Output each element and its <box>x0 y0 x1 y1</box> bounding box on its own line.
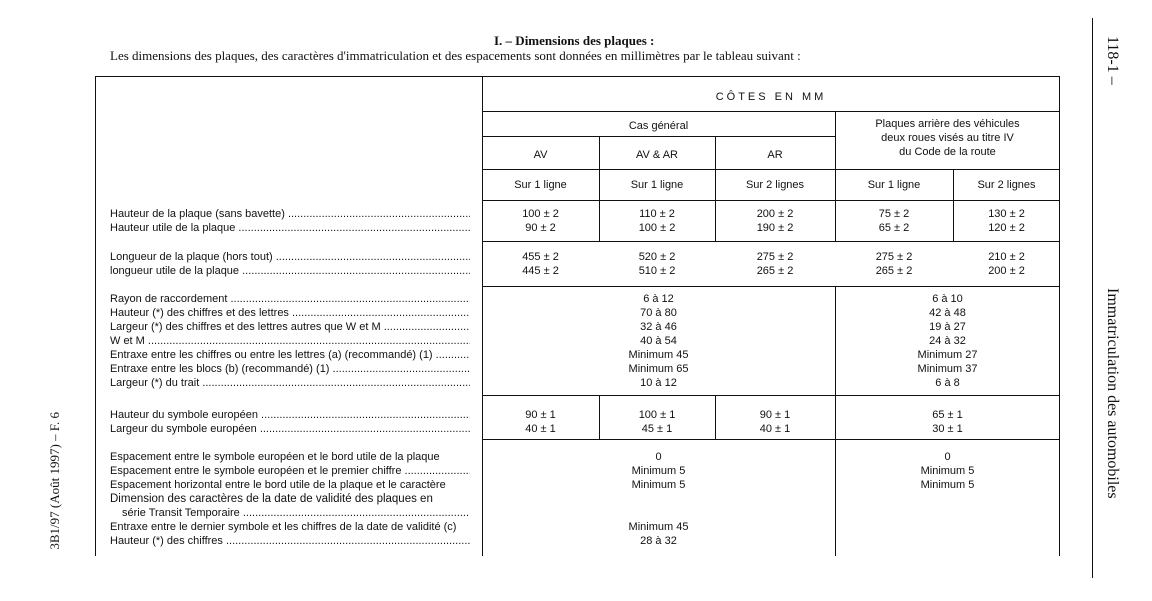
cell: 265 ± 2 <box>756 265 794 277</box>
cell: 275 ± 2 <box>756 251 794 263</box>
subheader-deux-1: Sur 1 ligne <box>867 179 921 191</box>
row-label: Entraxe entre les chiffres ou entre les lettres (a) (recommandé) (1) ..... <box>110 348 470 362</box>
running-title: Immatriculation des automobiles <box>1104 288 1121 499</box>
row-label: Rayon de raccordement ..... <box>110 292 470 306</box>
row-label: Hauteur de la plaque (sans bavette) ..... <box>110 207 470 221</box>
row-label: Hauteur utile de la plaque ..... <box>110 221 470 235</box>
cell-group-deux-roues <box>835 292 1060 390</box>
cell-group <box>835 250 953 278</box>
row-label: Hauteur (*) des chiffres et des lettres ..... <box>110 306 470 320</box>
cell: 100 ± 1 <box>638 409 676 421</box>
cell-group <box>482 408 599 436</box>
cell: 275 ± 2 <box>875 251 913 263</box>
row-labels-caracteres <box>110 292 470 390</box>
group-line-3 <box>482 395 1060 396</box>
cell: 40 ± 1 <box>525 423 556 435</box>
row-labels-longueur <box>110 250 470 278</box>
cell: 0 <box>655 451 662 463</box>
cell: 0 <box>944 451 951 463</box>
cell-group <box>715 408 835 436</box>
row-labels-hauteur <box>110 207 470 235</box>
row-label: W et M ..... <box>110 334 470 348</box>
cell: 455 ± 2 <box>522 251 559 263</box>
header-plaques-line-1: Plaques arrière des véhicules <box>875 118 1020 130</box>
cell <box>482 492 835 506</box>
cell: 200 ± 2 <box>988 265 1025 277</box>
cell-group <box>715 250 835 278</box>
cell-group-general <box>482 292 835 390</box>
cell: Minimum 45 <box>628 349 689 361</box>
cell: 75 ± 2 <box>878 208 910 220</box>
subheader-avar: Sur 1 ligne <box>630 179 684 191</box>
dimensions-table <box>95 76 1060 556</box>
cell-group <box>953 250 1060 278</box>
row-label: Dimension des caractères de la date de validité des plaques en <box>110 493 433 505</box>
cell-group <box>482 250 599 278</box>
cell: Minimum 5 <box>631 465 686 477</box>
row-labels-espacements <box>110 450 470 548</box>
cell-group <box>953 207 1060 235</box>
cell: 210 ± 2 <box>988 251 1025 263</box>
header-col-avar: AV & AR <box>636 149 678 161</box>
cell: 42 à 48 <box>929 307 966 319</box>
cell: 10 à 12 <box>640 377 677 389</box>
cell: 445 ± 2 <box>522 265 559 277</box>
cell: 90 ± 2 <box>525 222 556 234</box>
subheader-deux-2: Sur 2 lignes <box>977 179 1036 191</box>
cell: 24 à 32 <box>929 335 966 347</box>
row-label: Longueur de la plaque (hors tout) ..... <box>110 250 470 264</box>
cell: 70 à 80 <box>640 307 677 319</box>
row-labels-symbole <box>110 408 470 436</box>
cell-group <box>599 408 715 436</box>
cell-group <box>715 207 835 235</box>
row-label: Hauteur (*) des chiffres ..... <box>110 534 470 548</box>
row-label: Espacement horizontal entre le bord utile de la plaque et le caractère <box>110 479 446 491</box>
cell <box>482 506 835 520</box>
cell-group <box>599 250 715 278</box>
header-line-1 <box>482 111 1060 112</box>
header-col-ar: AR <box>767 149 783 161</box>
subheader-ar: Sur 2 lignes <box>745 179 805 191</box>
cell: Minimum 5 <box>920 479 975 491</box>
cell: 32 à 46 <box>640 321 677 333</box>
cell: 45 ± 1 <box>641 423 673 435</box>
cell: 190 ± 2 <box>756 222 794 234</box>
cell: 30 ± 1 <box>932 423 963 435</box>
intro-text: Les dimensions des plaques, des caractères d'immatriculation et des espacements sont données en millimètres par le tableau suivant : <box>110 48 801 63</box>
cell: 6 à 8 <box>935 377 960 389</box>
row-label: Largeur du symbole européen ..... <box>110 422 470 436</box>
header-line-2 <box>482 136 836 137</box>
header-plaques-arriere <box>835 117 1060 159</box>
cell-group-deux-roues <box>835 450 1060 492</box>
row-label: longueur utile de la plaque ..... <box>110 264 470 278</box>
cell: Minimum 65 <box>628 363 689 375</box>
header-col-av: AV <box>533 149 548 161</box>
cell: 90 ± 1 <box>525 409 556 421</box>
cell: 65 ± 1 <box>932 409 963 421</box>
header-plaques-line-2: deux roues visés au titre IV <box>881 132 1014 144</box>
subheader-av: Sur 1 ligne <box>514 179 567 191</box>
margin-rule <box>1092 18 1093 578</box>
row-label: Largeur (*) du trait ..... <box>110 376 470 390</box>
cell-group <box>835 408 1060 436</box>
cell: 120 ± 2 <box>988 222 1025 234</box>
cell: 100 ± 2 <box>638 222 676 234</box>
row-label: Entraxe entre le dernier symbole et les chiffres de la date de validité (c) <box>110 521 457 533</box>
cell: 265 ± 2 <box>875 265 913 277</box>
cell: 510 ± 2 <box>638 265 676 277</box>
row-label: Espacement entre le symbole européen et le bord utile de la plaque <box>110 451 440 463</box>
cell: 65 ± 2 <box>878 222 910 234</box>
cell: 200 ± 2 <box>756 208 794 220</box>
cell-group-general <box>482 450 835 548</box>
header-cotes: CÔTES EN MM <box>715 91 827 103</box>
cell: 6 à 12 <box>643 293 674 305</box>
edition-note: 3B1/97 (Août 1997) – F. 6 <box>47 412 62 550</box>
cell: Minimum 37 <box>917 363 978 375</box>
section-title: I. – Dimensions des plaques : <box>494 33 655 48</box>
cell: Minimum 45 <box>628 521 689 533</box>
row-label: série Transit Temporaire ..... <box>110 506 470 520</box>
cell: 520 ± 2 <box>638 251 676 263</box>
header-cas-general: Cas général <box>628 120 689 132</box>
cell: 40 à 54 <box>640 335 677 347</box>
cell: 90 ± 1 <box>759 409 791 421</box>
cell: 6 à 10 <box>932 293 963 305</box>
cell: Minimum 27 <box>917 349 978 361</box>
cell-group <box>835 207 953 235</box>
cell: 19 à 27 <box>929 321 966 333</box>
header-line-3 <box>482 169 1060 170</box>
page-reference: 118-1 – <box>1104 36 1121 85</box>
group-line-4 <box>482 439 1060 440</box>
cell: Minimum 5 <box>920 465 975 477</box>
group-line-1 <box>482 241 1060 242</box>
header-plaques-line-3: du Code de la route <box>899 146 996 158</box>
row-label: Entraxe entre les blocs (b) (recommandé) (1) ..... <box>110 362 470 376</box>
row-label: Espacement entre le symbole européen et le premier chiffre ..... <box>110 464 470 478</box>
cell: 28 à 32 <box>640 535 677 547</box>
table-border-top <box>95 76 1060 77</box>
row-label: Largeur (*) des chiffres et des lettres autres que W et M ..... <box>110 320 470 334</box>
cell: Minimum 5 <box>631 479 686 491</box>
table-border-left <box>95 76 96 556</box>
cell-group <box>599 207 715 235</box>
cell: 130 ± 2 <box>988 208 1025 220</box>
row-label: Hauteur du symbole européen ..... <box>110 408 470 422</box>
cell: 40 ± 1 <box>759 423 791 435</box>
group-line-2 <box>482 286 1060 287</box>
cell: 100 ± 2 <box>522 208 559 220</box>
cell: 110 ± 2 <box>639 208 675 220</box>
header-line-4 <box>482 200 1060 201</box>
cell-group <box>482 207 599 235</box>
